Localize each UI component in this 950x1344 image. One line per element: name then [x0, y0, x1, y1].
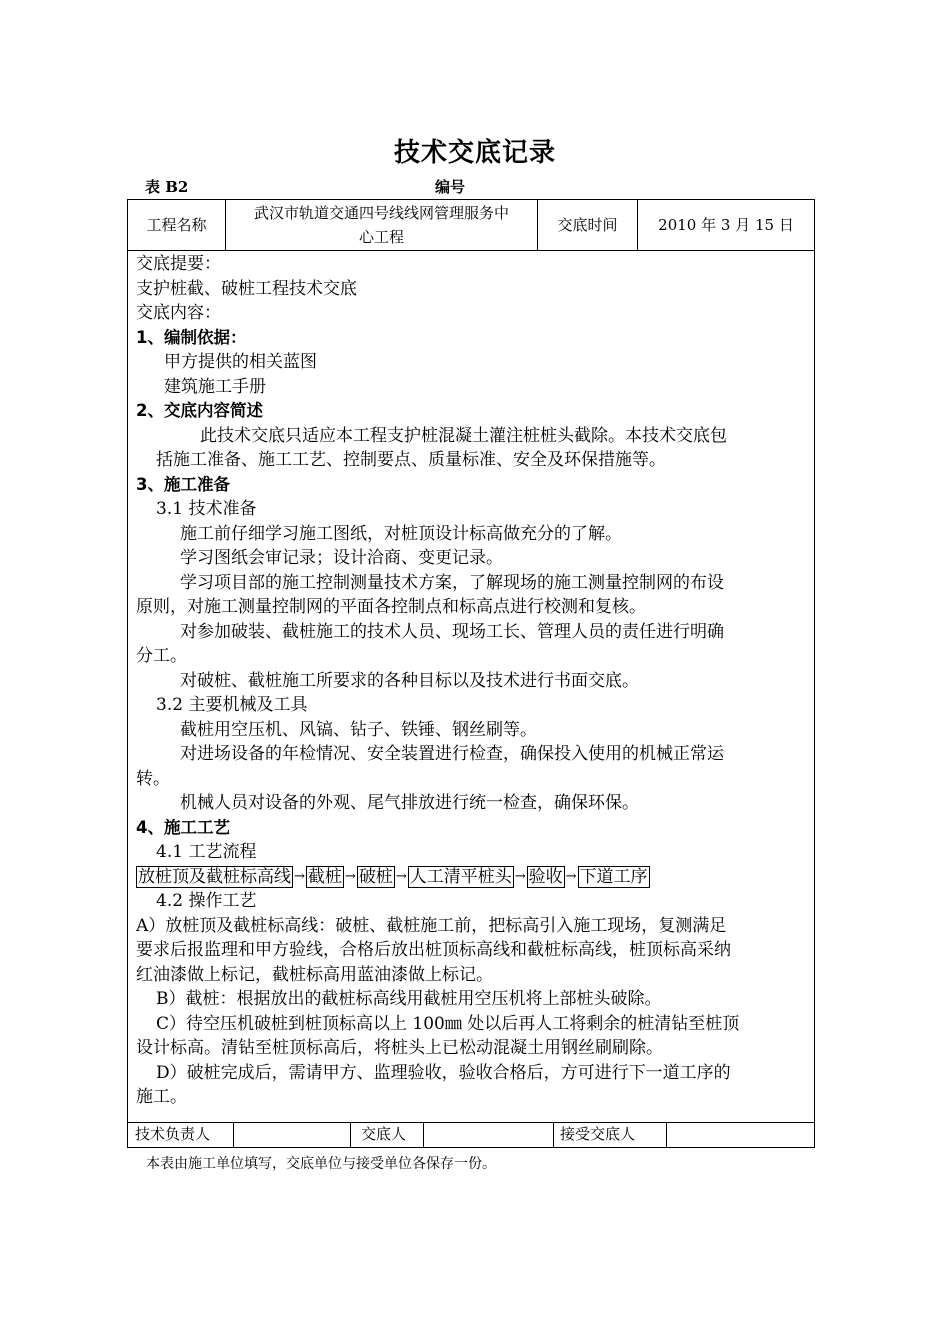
summary-text: 支护桩截、破桩工程技术交底	[136, 278, 357, 299]
machinery-line: 机械人员对设备的外观、尾气排放进行统一检查，确保环保。	[180, 793, 639, 813]
arrow-right-icon: →	[344, 868, 356, 884]
tech-lead-label: 技术负责人	[135, 1125, 211, 1143]
section3-1-heading: 3.1 技术准备	[156, 499, 257, 519]
project-name-line2: 心工程	[358, 228, 404, 246]
operation-line: 红油漆做上标记，截桩标高用蓝油漆做上标记。	[136, 964, 493, 985]
disclosure-form	[127, 199, 815, 1148]
operation-line: 设计标高。清钻至桩顶标高后，将桩头上已松动混凝土用钢丝刷刷除。	[136, 1038, 663, 1058]
operation-line: 施工。	[136, 1087, 187, 1107]
process-flow	[136, 865, 808, 890]
section2-para-line: 括施工准备、施工工艺、控制要点、质量标准、安全及环保措施等。	[156, 450, 666, 470]
basis-item: 建筑施工手册	[164, 376, 266, 397]
section4-1-heading: 4.1 工艺流程	[156, 842, 257, 862]
signature-col-divider	[350, 1122, 351, 1148]
operation-line: 要求后报监理和甲方验线，合格后放出桩顶标高线和截桩标高线，桩顶标高采纳	[136, 940, 731, 960]
section4-2-heading: 4.2 操作工艺	[156, 891, 257, 911]
section2-heading: 2、交底内容简述	[136, 401, 263, 420]
flow-step: 下道工序	[579, 866, 648, 887]
machinery-line: 截桩用空压机、风镐、钻子、铁锤、钢丝刷等。	[180, 719, 537, 740]
operation-line: D）破桩完成后，需请甲方、监理验收，验收合格后，方可进行下一道工序的	[156, 1062, 731, 1083]
machinery-line: 转。	[136, 768, 170, 789]
header-row-divider	[128, 250, 814, 251]
arrow-right-icon: →	[565, 868, 577, 884]
flow-step: 验收	[528, 866, 563, 887]
flow-step: 破桩	[358, 866, 393, 887]
operation-line: B）截桩：根据放出的截桩标高线用截桩用空压机将上部桩头破除。	[156, 989, 662, 1009]
signature-col-divider	[553, 1122, 554, 1148]
tech-prep-line: 对破桩、截桩施工所要求的各种目标以及技术进行书面交底。	[180, 670, 639, 691]
project-name-value	[226, 200, 537, 250]
operation-line: A）放桩顶及截桩标高线：破桩、截桩施工前，把标高引入施工现场，复测满足	[136, 915, 727, 936]
arrow-right-icon: →	[395, 868, 407, 884]
form-number-label: 表 B2	[145, 178, 189, 196]
operation-line: C）待空压机破桩到桩顶标高以上 100㎜ 处以后再人工将剩余的桩清钻至桩顶	[156, 1013, 740, 1034]
project-name-label: 工程名称	[146, 216, 207, 234]
signature-col-divider	[666, 1122, 667, 1148]
tech-prep-line: 学习图纸会审记录；设计洽商、变更记录。	[180, 548, 503, 568]
footnote: 本表由施工单位填写，交底单位与接受单位各保存一份。	[146, 1156, 496, 1172]
section1-heading: 1、编制依据：	[136, 327, 247, 347]
receiver-label: 接受交底人	[560, 1125, 636, 1143]
tech-prep-line: 分工。	[136, 646, 187, 666]
document-title: 技术交底记录	[393, 138, 556, 168]
signature-col-divider	[233, 1122, 234, 1148]
date-label: 交底时间	[557, 216, 618, 234]
content-label: 交底内容：	[136, 303, 221, 323]
section3-2-heading: 3.2 主要机械及工具	[156, 695, 308, 715]
discloser-label: 交底人	[361, 1125, 407, 1143]
signature-row-divider	[128, 1122, 814, 1123]
project-name-line1: 武汉市轨道交通四号线线网管理服务中	[253, 204, 509, 222]
section4-heading: 4、施工工艺	[136, 817, 230, 837]
tech-prep-line: 施工前仔细学习施工图纸，对桩顶设计标高做充分的了解。	[180, 523, 622, 544]
flow-step: 放桩顶及截桩标高线	[138, 866, 291, 887]
section2-para-line: 此技术交底只适应本工程支护桩混凝土灌注桩桩头截除。本技术交底包	[200, 425, 727, 446]
signature-col-divider	[423, 1122, 424, 1148]
tech-prep-line: 对参加破装、截桩施工的技术人员、现场工长、管理人员的责任进行明确	[180, 621, 724, 642]
summary-label: 交底提要：	[136, 254, 221, 274]
machinery-line: 对进场设备的年检情况、安全装置进行检查，确保投入使用的机械正常运	[180, 744, 724, 764]
basis-item: 甲方提供的相关蓝图	[164, 352, 317, 372]
tech-prep-line: 原则，对施工测量控制网的平面各控制点和标高点进行校测和复核。	[136, 597, 646, 617]
flow-step: 截桩	[307, 866, 342, 887]
disclosure-content	[136, 252, 808, 1110]
section3-heading: 3、施工准备	[136, 474, 230, 494]
arrow-right-icon: →	[294, 868, 305, 884]
flow-step: 人工清平桩头	[409, 866, 512, 887]
date-value: 2010 年 3 月 15 日	[658, 216, 794, 234]
arrow-right-icon: →	[514, 868, 526, 884]
code-label: 编号	[435, 178, 466, 196]
tech-prep-line: 学习项目部的施工控制测量技术方案，了解现场的施工测量控制网的布设	[180, 572, 724, 593]
